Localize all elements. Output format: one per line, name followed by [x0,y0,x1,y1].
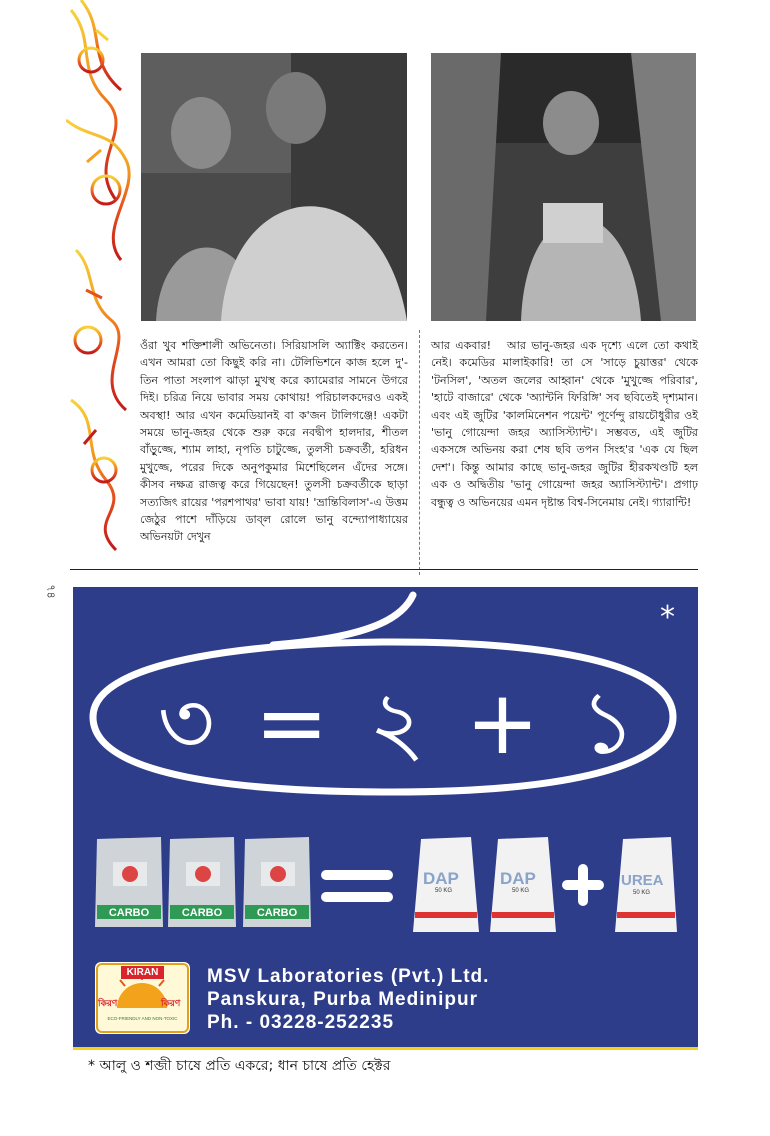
equals-sign [321,870,393,880]
bag-weight: 50 KG [512,888,530,894]
logo-text: KIRAN [126,967,159,978]
page-rule [70,569,698,570]
bag-weight: 50 KG [435,888,453,894]
decorative-strip [66,0,132,560]
equals-sign [321,892,393,902]
ad-footnote: * আলু ও শব্জী চাষে প্রতি একরে; ধান চাষে প্রতি হেক্টর [88,1058,391,1074]
article-text: ওঁরা খুব শক্তিশালী অভিনেতা। সিরিয়াসলি অ্যাক্টিং করতেন। এখন আমরা তো কিছুই করি না। টেলিভিশনে কাজ হলে দু'-তিন পাতা সংলাপ ঝাড়া মুখস্থ করে ক্যামেরার সামনে উগরে দিই। চরিত্র নিয়ে ভাবার সময় কোথায়! পরিচালকদেরও একই অবস্থা! আর এখন কমেডিয়ানই বা ক'জন টালিগঞ্জে! একটা সময়ে ভানু-জহর থেকে শুরু করে নবদ্বীপ হালদার, শীতল বাঁড়ুজ্জে, শ্যাম লাহা, নৃপতি চাটুজ্জে, তুলসী চক্রবর্তী, হরিধন মুখুজ্জে, পরের দিকে অনুপকুমার মিশেছিলেন এঁদের সঙ্গে। কীসব নক্ষত্র রাজত্ব করে গিয়েছেন! তুলসী চক্রবর্তীকে ছাড়া সত্যজিৎ রায়ের 'পরশপাথর' ভাবা যায়! 'ভ্রান্তিবিলাস'-এ উত্তম জেঠুর পাশে দাঁড়িয়ে ডাব্‌ল রোলে ভানু বন্দ্যোপাধ্যায়ের অভিনয়টা দেখুন [140,339,408,544]
bag-brand: DAP [500,869,536,888]
company-address: Panskura, Purba Medinipur [207,989,478,1010]
movie-still-photo-2 [431,53,696,321]
bag-brand: DAP [423,869,459,888]
movie-still-photo-1 [141,53,407,321]
article-column-1 [140,337,408,546]
ad-asterisk: * [660,600,675,635]
bag-label: CARBO [108,907,150,919]
logo-tagline: ECO-FRIENDLY AND NON-TOXIC [107,1016,178,1021]
company-name: MSV Laboratories (Pvt.) Ltd. [207,966,490,987]
bag-brand: UREA [621,872,664,889]
article-text: আর একবার! আর ভানু-জহর এক দৃশ্যে এলে তো কথাই নেই। কমেডির মালাইকারি! তা সে 'সাড়ে চুয়াত্তর' থেকে 'টনসিল', 'অতল জলের আহ্বান' থেকে 'মুখুজ্জে পরিবার', 'হাটে বাজারে' থেকে 'অ্যান্টনি ফিরিঙ্গি' সব ছবিতেই দৃশ্যমান। এবং এই জুটির 'কালমিনেশন পয়েন্ট' পূর্ণেন্দু রায়চৌধুরীর ওই 'ভানু গোয়েন্দা জহর অ্যাসিস্ট্যান্ট'। সম্ভবত, এই জুটির একসঙ্গে অভিনয় করা শেষ ছবি তপন সিংহ'র 'এক যে ছিল দেশ'। কিন্তু আমার কাছে ভানু-জহর জুটির হীরকখণ্ডটি হল এক ও অদ্বিতীয় 'ভানু গোয়েন্দা জহর অ্যাসিস্ট্যান্ট'। প্রগাঢ় বন্ধুত্ব ও অভিনয়ের এমন দৃষ্টান্ত বিশ্ব-সিনেমায় নেই। গ্যারান্টি! [431,339,698,509]
article-column-2 [431,337,698,511]
logo-text-bn: কিরণ [161,999,181,1009]
kiran-logo [95,962,190,1034]
page-number: ৭৪ [44,584,58,599]
bag-weight: 50 KG [633,890,651,896]
logo-text-bn: কিরণ [98,999,118,1009]
bag-label: CARBO [181,907,223,919]
ad-equation: ৩ = ২ + ১ [157,671,643,774]
company-phone: Ph. - 03228-252235 [207,1012,395,1033]
plus-sign [578,864,588,906]
decorative-pattern [66,0,132,560]
column-divider [419,330,420,575]
bag-label: CARBO [256,907,298,919]
